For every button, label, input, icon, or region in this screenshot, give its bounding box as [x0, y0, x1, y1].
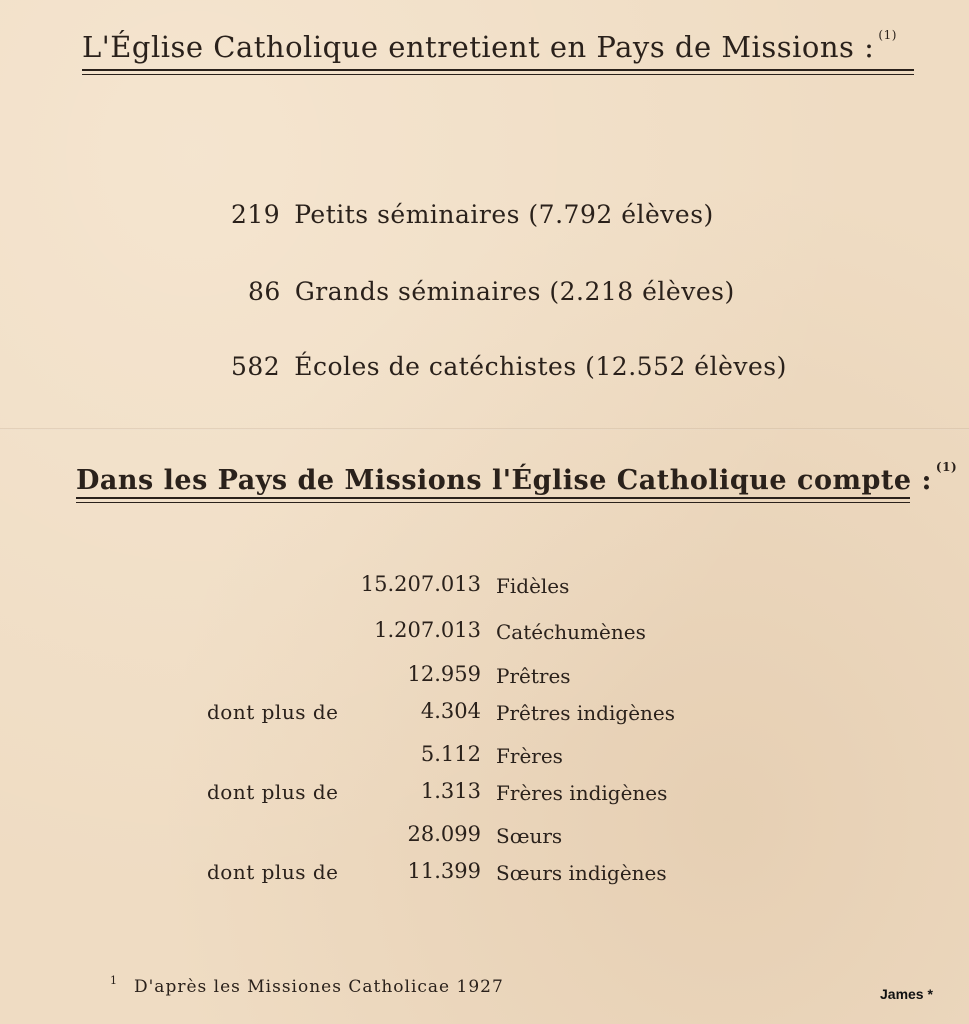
signature: James *: [880, 986, 933, 1002]
item-text: Grands séminaires (2.218 élèves): [294, 277, 735, 306]
stat-number: 28.099: [407, 822, 481, 846]
fold-line: [0, 428, 969, 430]
section1-note: (1): [878, 28, 897, 42]
stat-label: Prêtres: [496, 664, 571, 688]
stat-number: 1.313: [420, 779, 481, 803]
item-text: Petits séminaires (7.792 élèves): [294, 200, 714, 229]
stat-label: Sœurs: [496, 824, 563, 848]
section1-item: [231, 352, 787, 381]
section2-rule-2: [76, 502, 910, 503]
section1-title-text: L'Église Catholique entretient en Pays de Missions :: [82, 30, 875, 64]
footnote-mark: 1: [110, 974, 118, 987]
stat-prefix: dont plus de: [207, 780, 339, 804]
item-text: Écoles de catéchistes (12.552 élèves): [294, 352, 787, 381]
section2-title-text: Dans les Pays de Missions l'Église Catholique compte :: [76, 465, 932, 496]
stat-number: 4.304: [420, 699, 481, 723]
stat-row: [0, 822, 481, 850]
section1-item: [231, 200, 714, 229]
stat-row: [0, 859, 481, 887]
stat-row: [0, 742, 481, 770]
stat-prefix: dont plus de: [207, 860, 339, 884]
stat-label: Frères indigènes: [496, 781, 668, 805]
footnote: [110, 974, 504, 997]
item-number: 219: [231, 200, 281, 229]
section1-title: [82, 28, 897, 64]
stat-number: 15.207.013: [360, 572, 481, 596]
stat-number: 12.959: [407, 662, 481, 686]
stat-row: [0, 572, 481, 600]
stat-label: Fidèles: [496, 574, 570, 598]
stat-number: 11.399: [407, 859, 481, 883]
section1-rule: [82, 69, 914, 71]
stat-row: [0, 662, 481, 690]
stat-row: [0, 779, 481, 807]
section2-note: (1): [935, 460, 958, 474]
stat-number: 5.112: [420, 742, 481, 766]
stat-row: [0, 618, 481, 646]
footnote-text: D'après les Missiones Catholicae 1927: [134, 977, 504, 997]
section1-rule-2: [82, 74, 914, 75]
section2-rule: [76, 497, 910, 499]
stat-row: [0, 699, 481, 727]
stat-label: Frères: [496, 744, 563, 768]
stat-number: 1.207.013: [374, 618, 481, 642]
stat-label: Catéchumènes: [496, 620, 646, 644]
stat-prefix: dont plus de: [207, 700, 339, 724]
stat-label: Prêtres indigènes: [496, 701, 676, 725]
section2-title: [76, 460, 957, 496]
item-number: 86: [248, 277, 281, 306]
item-number: 582: [231, 352, 281, 381]
section1-item: [248, 277, 735, 306]
stat-label: Sœurs indigènes: [496, 861, 667, 885]
